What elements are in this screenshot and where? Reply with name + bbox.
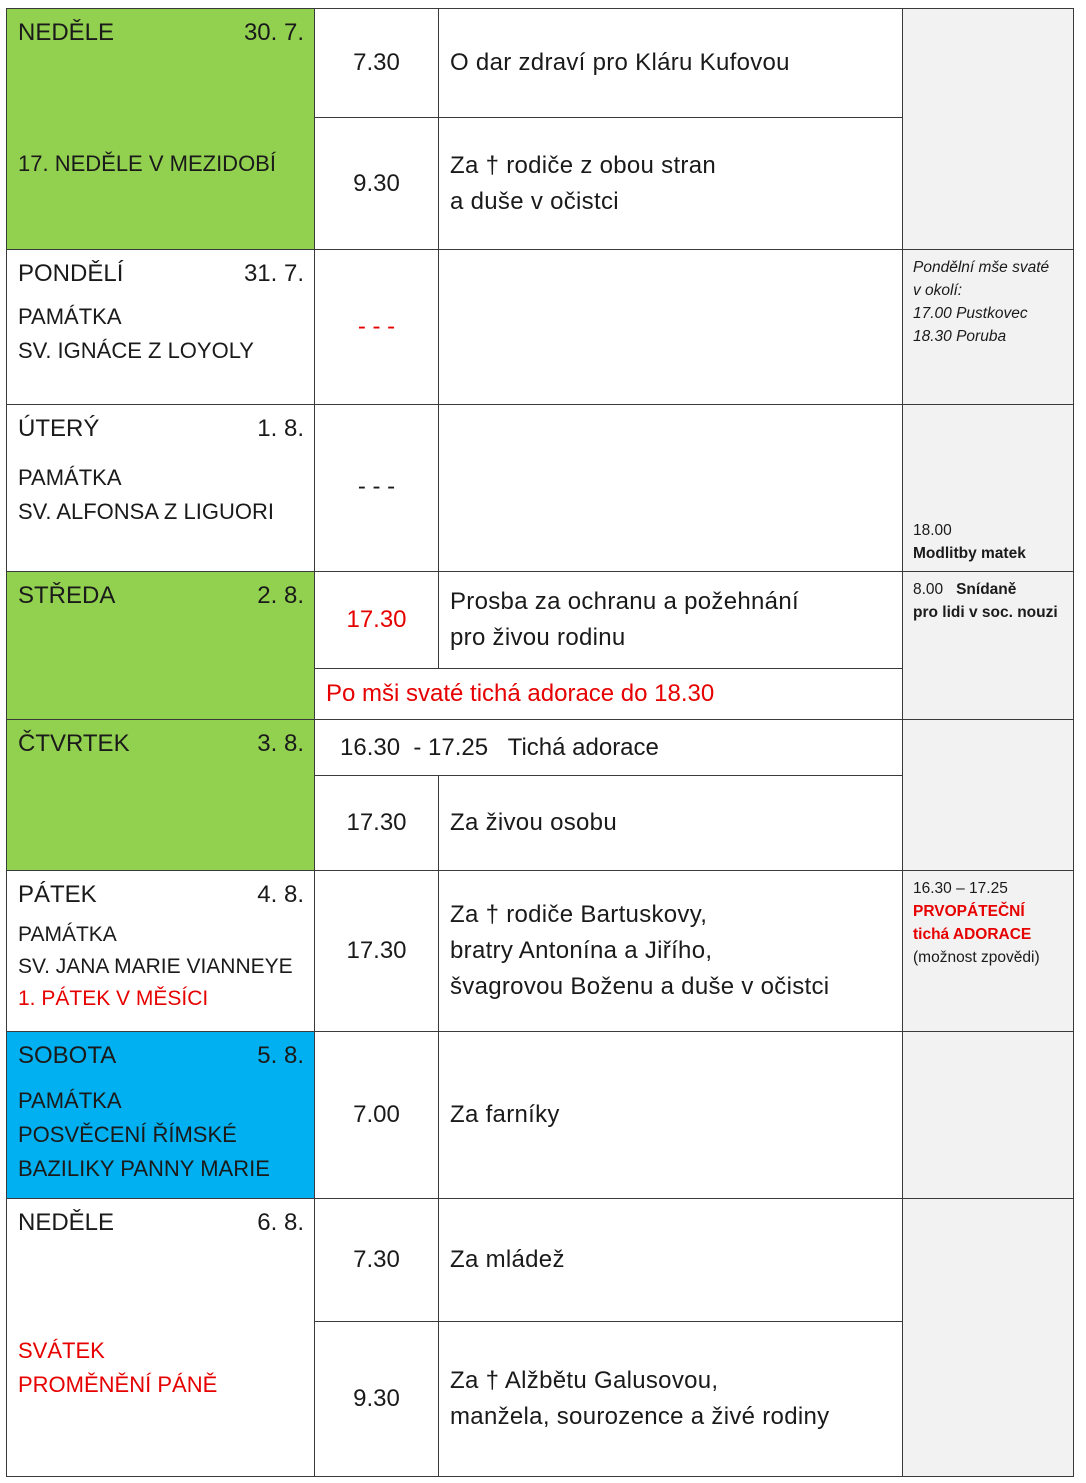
mass-intention [438,1031,903,1199]
side-note-line: 17.00 Pustkovec [913,305,1028,322]
day-date: 6. 8. [257,1209,304,1236]
announcement: Po mši svaté tichá adorace do 18.30 [314,668,903,720]
side-note-cell [902,1198,1074,1477]
day-date: 2. 8. [257,582,304,609]
mass-time: 9.30 [314,117,439,250]
day-cell-friday-4-8 [6,870,315,1032]
day-cell-saturday-5-8 [6,1031,315,1199]
intention-line: manžela, sourozence a živé rodiny [450,1403,830,1430]
day-note: PROMĚNĚNÍ PÁNĚ [18,1372,218,1397]
day-date: 3. 8. [257,730,304,757]
side-note-cell [902,404,1074,572]
day-name: NEDĚLE [18,19,115,46]
side-note-line: PRVOPÁTEČNÍ [913,903,1025,920]
intention-line: O dar zdraví pro Kláru Kufovou [450,49,790,76]
intention-line: Prosba za ochranu a požehnání [450,588,799,615]
intention-line: Za farníky [450,1101,560,1128]
day-cell-thursday-3-8 [6,719,315,871]
day-name: NEDĚLE [18,1209,115,1236]
intention-line: Za mládež [450,1246,565,1273]
intention-line: Za † rodiče z obou stran [450,151,717,179]
day-note: PAMÁTKA [18,1088,122,1113]
side-note-cell [902,870,1074,1032]
mass-intention [438,571,903,669]
day-note: POSVĚCENÍ ŘÍMSKÉ [18,1122,237,1147]
mass-time: 17.30 [314,870,439,1032]
day-note: BAZILIKY PANNY MARIE [18,1156,270,1181]
day-cell-sunday-30-7 [6,8,315,250]
announcement: 16.30 - 17.25 Tichá adorace [314,719,903,776]
mass-intention [438,1321,903,1477]
side-note-cell [902,1031,1074,1199]
mass-time: 7.00 [314,1031,439,1199]
side-note-line: (možnost zpovědi) [913,949,1040,966]
side-note-line: Pondělní mše svaté [913,259,1050,276]
side-note-cell [902,249,1074,405]
day-note: PAMÁTKA [18,304,122,329]
side-note-line: pro lidi v soc. nouzi [913,604,1058,621]
day-name: STŘEDA [18,582,116,609]
day-name: ÚTERÝ [18,415,100,442]
day-note: SV. IGNÁCE Z LOYOLY [18,338,254,363]
day-cell-sunday-6-8 [6,1198,315,1477]
mass-intention [438,249,903,405]
day-cell-tuesday-1-8 [6,404,315,572]
day-name: PONDĚLÍ [18,260,124,287]
intention-line: a duše v očistci [450,187,619,215]
mass-intention [438,775,903,871]
mass-time: 9.30 [314,1321,439,1477]
side-note-cell [902,8,1074,250]
side-note-line: 8.00 [913,581,944,598]
side-note-line: v okolí: [913,282,963,299]
day-note: 17. NEDĚLE V MEZIDOBÍ [18,151,276,176]
day-name: PÁTEK [18,881,97,908]
mass-time: - - - [314,249,439,405]
intention-line: švagrovou Boženu a duše v očistci [450,973,830,1000]
intention-line: Za † rodiče Bartuskovy, [450,901,708,928]
intention-line: bratry Antonína a Jiřího, [450,937,713,964]
day-note: SVÁTEK [18,1338,105,1363]
day-note: PAMÁTKA [18,923,117,946]
side-note-line: tichá ADORACE [913,926,1032,943]
day-cell-wednesday-2-8 [6,571,315,720]
day-date: 30. 7. [243,19,304,46]
intention-line: Za † Alžbětu Galusovou, [450,1367,719,1394]
day-note: PAMÁTKA [18,465,122,490]
day-name: ČTVRTEK [18,730,130,757]
intention-line: Za živou osobu [450,809,617,836]
day-date: 1. 8. [257,415,304,442]
day-date: 4. 8. [257,881,304,908]
day-note: 1. PÁTEK V MĚSÍCI [18,987,209,1010]
day-date: 5. 8. [257,1042,304,1069]
mass-intention [438,117,903,250]
side-note-line: 18.00 [913,522,952,539]
day-note: SV. ALFONSA Z LIGUORI [18,499,274,524]
mass-intention [438,8,903,118]
side-note-line: 16.30 – 17.25 [913,880,1008,897]
day-note: SV. JANA MARIE VIANNEYE [18,955,293,978]
mass-time: 17.30 [314,775,439,871]
mass-time: 17.30 [314,571,439,669]
day-date: 31. 7. [243,260,304,287]
side-note-cell [902,571,1074,720]
mass-time: 7.30 [314,8,439,118]
mass-intention [438,404,903,572]
day-cell-monday-31-7 [6,249,315,405]
day-name: SOBOTA [18,1042,117,1069]
mass-intention [438,1198,903,1322]
mass-time: 7.30 [314,1198,439,1322]
side-note-line: Snídaně [956,581,1017,598]
side-note-cell [902,719,1074,871]
intention-line: pro živou rodinu [450,624,626,651]
side-note-line: Modlitby matek [913,545,1026,562]
mass-intention [438,870,903,1032]
side-note-line: 18.30 Poruba [913,328,1007,345]
mass-time: - - - [314,404,439,572]
